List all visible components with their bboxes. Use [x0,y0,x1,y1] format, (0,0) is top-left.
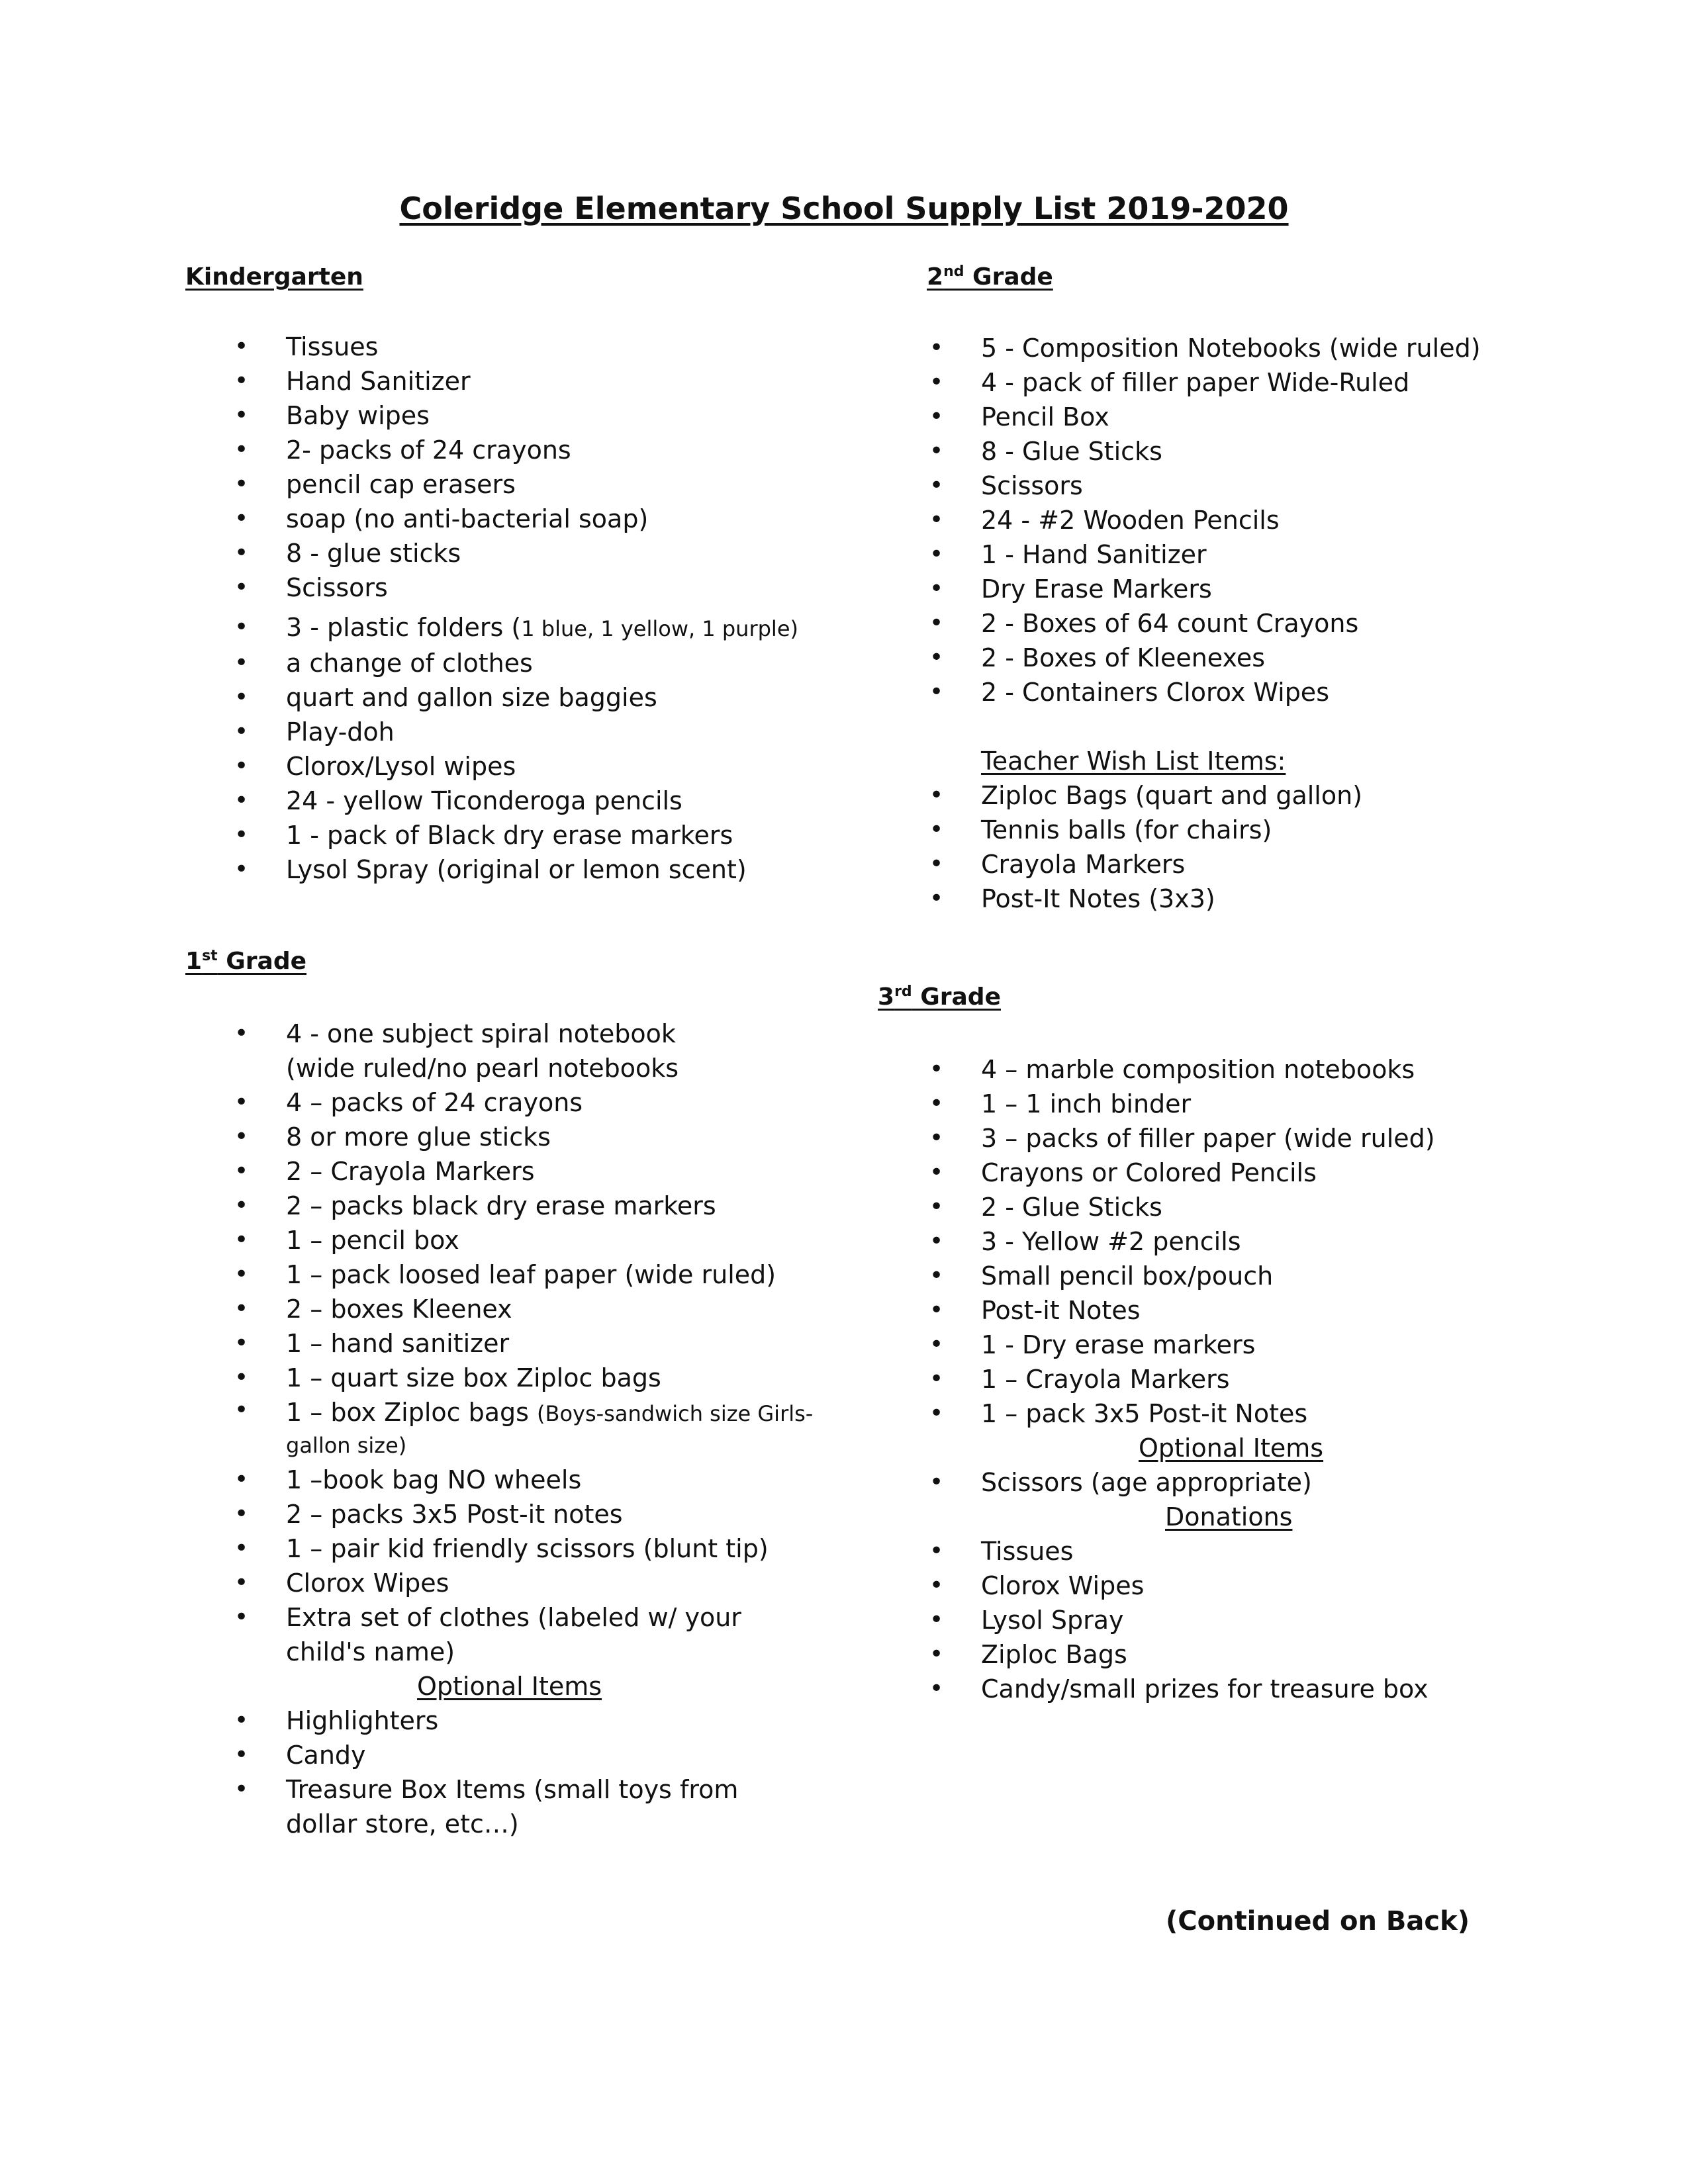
list-item: • a change of clothes [185,646,847,680]
list-item: • Lysol Spray [880,1603,1542,1637]
list-item: • 1 - Dry erase markers [880,1328,1542,1362]
list-item: • Lysol Spray (original or lemon scent) [185,852,847,887]
list-item: • 2- packs of 24 crayons [185,433,847,467]
grade3-optional-heading: Optional Items [1139,1433,1324,1463]
grade2-num: 2 [927,263,944,291]
list-item: • Scissors (age appropriate) [880,1465,1542,1500]
list-item: • Tissues [880,1534,1542,1569]
list-item: • 1 – pack loosed leaf paper (wide ruled) [185,1257,821,1292]
list-item: • 1 – hand sanitizer [185,1326,821,1361]
kindergarten-heading: Kindergarten [185,263,363,291]
list-item: • 2 - Glue Sticks [880,1190,1542,1224]
list-item: • Candy [185,1738,821,1772]
list-item: • quart and gallon size baggies [185,680,847,715]
list-item: • 1 – quart size box Ziploc bags [185,1361,821,1395]
list-item: • Post-it Notes [880,1293,1542,1328]
list-item: • Highlighters [185,1704,821,1738]
list-item: • Hand Sanitizer [185,364,847,398]
list-item: • 2 - Boxes of 64 count Crayons [880,606,1542,641]
list-item: • 2 – packs 3x5 Post-it notes [185,1497,821,1531]
grade3-list [880,1052,1542,1706]
grade2-sup: nd [943,263,964,280]
title-text: Coleridge Elementary School Supply List 2019-2020 [399,191,1289,226]
list-item: • 1 - pack of Black dry erase markers [185,818,847,852]
list-item: • 1 – pack 3x5 Post-it Notes [880,1396,1542,1431]
list-item: • Treasure Box Items (small toys from dollar store, etc…) [185,1772,749,1841]
list-item: • Clorox Wipes [880,1569,1542,1603]
ziploc-text: 1 – box Ziploc bags [286,1398,537,1427]
list-item: • 8 - Glue Sticks [880,434,1542,469]
list-item: • Scissors [185,570,847,605]
list-item: • 1 –book bag NO wheels [185,1463,821,1497]
grade2-heading [927,263,1053,291]
folders-colors: 1 blue, 1 yellow, 1 purple) [521,616,798,641]
list-item [185,1395,816,1463]
list-item [185,610,847,646]
page-title [0,191,1688,226]
grade1-word: Grade [217,948,307,975]
list-item: • 1 – pair kid friendly scissors (blunt tip) [185,1531,821,1566]
grade3-sup: rd [894,983,912,1000]
list-item: • Ziploc Bags (quart and gallon) [880,778,1542,813]
grade1-list [185,1017,821,1841]
list-item: • 1 – Crayola Markers [880,1362,1542,1396]
list-item: • 8 - glue sticks [185,536,847,570]
list-item: • Clorox/Lysol wipes [185,749,847,784]
list-item: • 4 - pack of filler paper Wide-Ruled [880,365,1542,400]
grade1-heading [185,948,306,975]
list-item: • 1 – pencil box [185,1223,821,1257]
list-item: • Small pencil box/pouch [880,1259,1542,1293]
list-item: • Candy/small prizes for treasure box [880,1672,1542,1706]
list-item: • 4 - one subject spiral notebook (wide ruled/no pearl notebooks [185,1017,749,1085]
list-item: • Clorox Wipes [185,1566,821,1600]
continued-on-back: (Continued on Back) [1165,1906,1470,1936]
grade2-word: Grade [964,263,1053,291]
list-item: • Dry Erase Markers [880,572,1542,606]
list-item: • 2 - Containers Clorox Wipes [880,675,1542,709]
donations-heading: Donations [1165,1502,1293,1531]
wish-list-heading: Teacher Wish List Items: [981,747,1286,776]
list-item: • 3 - Yellow #2 pencils [880,1224,1542,1259]
grade2-list [880,331,1542,916]
list-item: • Play-doh [185,715,847,749]
list-item: • 1 - Hand Sanitizer [880,537,1542,572]
list-item: • soap (no anti-bacterial soap) [185,502,847,536]
list-item: • Crayons or Colored Pencils [880,1156,1542,1190]
list-item: • 2 – packs black dry erase markers [185,1189,821,1223]
list-item: • 3 – packs of filler paper (wide ruled) [880,1121,1542,1156]
list-item: • 8 or more glue sticks [185,1120,821,1154]
list-item: • Baby wipes [185,398,847,433]
list-item: • 24 - #2 Wooden Pencils [880,503,1542,537]
grade1-num: 1 [185,948,203,975]
list-item: • pencil cap erasers [185,467,847,502]
grade3-heading [878,983,1001,1011]
list-item: • Extra set of clothes (labeled w/ your child's name) [185,1600,749,1669]
grade3-num: 3 [878,983,895,1011]
grade3-word: Grade [912,983,1001,1011]
list-item: • 24 - yellow Ticonderoga pencils [185,784,847,818]
list-item: • Crayola Markers [880,847,1542,882]
folders-text: 3 - plastic folders ( [286,613,522,642]
list-item: • Ziploc Bags [880,1637,1542,1672]
grade1-sup: st [202,948,218,964]
list-item: • Tennis balls (for chairs) [880,813,1542,847]
grade1-optional-heading: Optional Items [417,1672,602,1701]
list-item: • 2 – Crayola Markers [185,1154,821,1189]
list-item: • Scissors [880,469,1542,503]
list-item: • Tissues [185,330,847,364]
list-item: • 5 - Composition Notebooks (wide ruled) [880,331,1542,365]
ziploc-note: (Boys-sandwich size Girls-gallon size) [286,1401,814,1458]
list-item: • 4 – packs of 24 crayons [185,1085,821,1120]
list-item: • Pencil Box [880,400,1542,434]
list-item: • 2 – boxes Kleenex [185,1292,821,1326]
list-item: • 2 - Boxes of Kleenexes [880,641,1542,675]
list-item: • Post-It Notes (3x3) [880,882,1542,916]
list-item: • 4 – marble composition notebooks [880,1052,1542,1087]
list-item: • 1 – 1 inch binder [880,1087,1542,1121]
kindergarten-list [185,330,847,887]
